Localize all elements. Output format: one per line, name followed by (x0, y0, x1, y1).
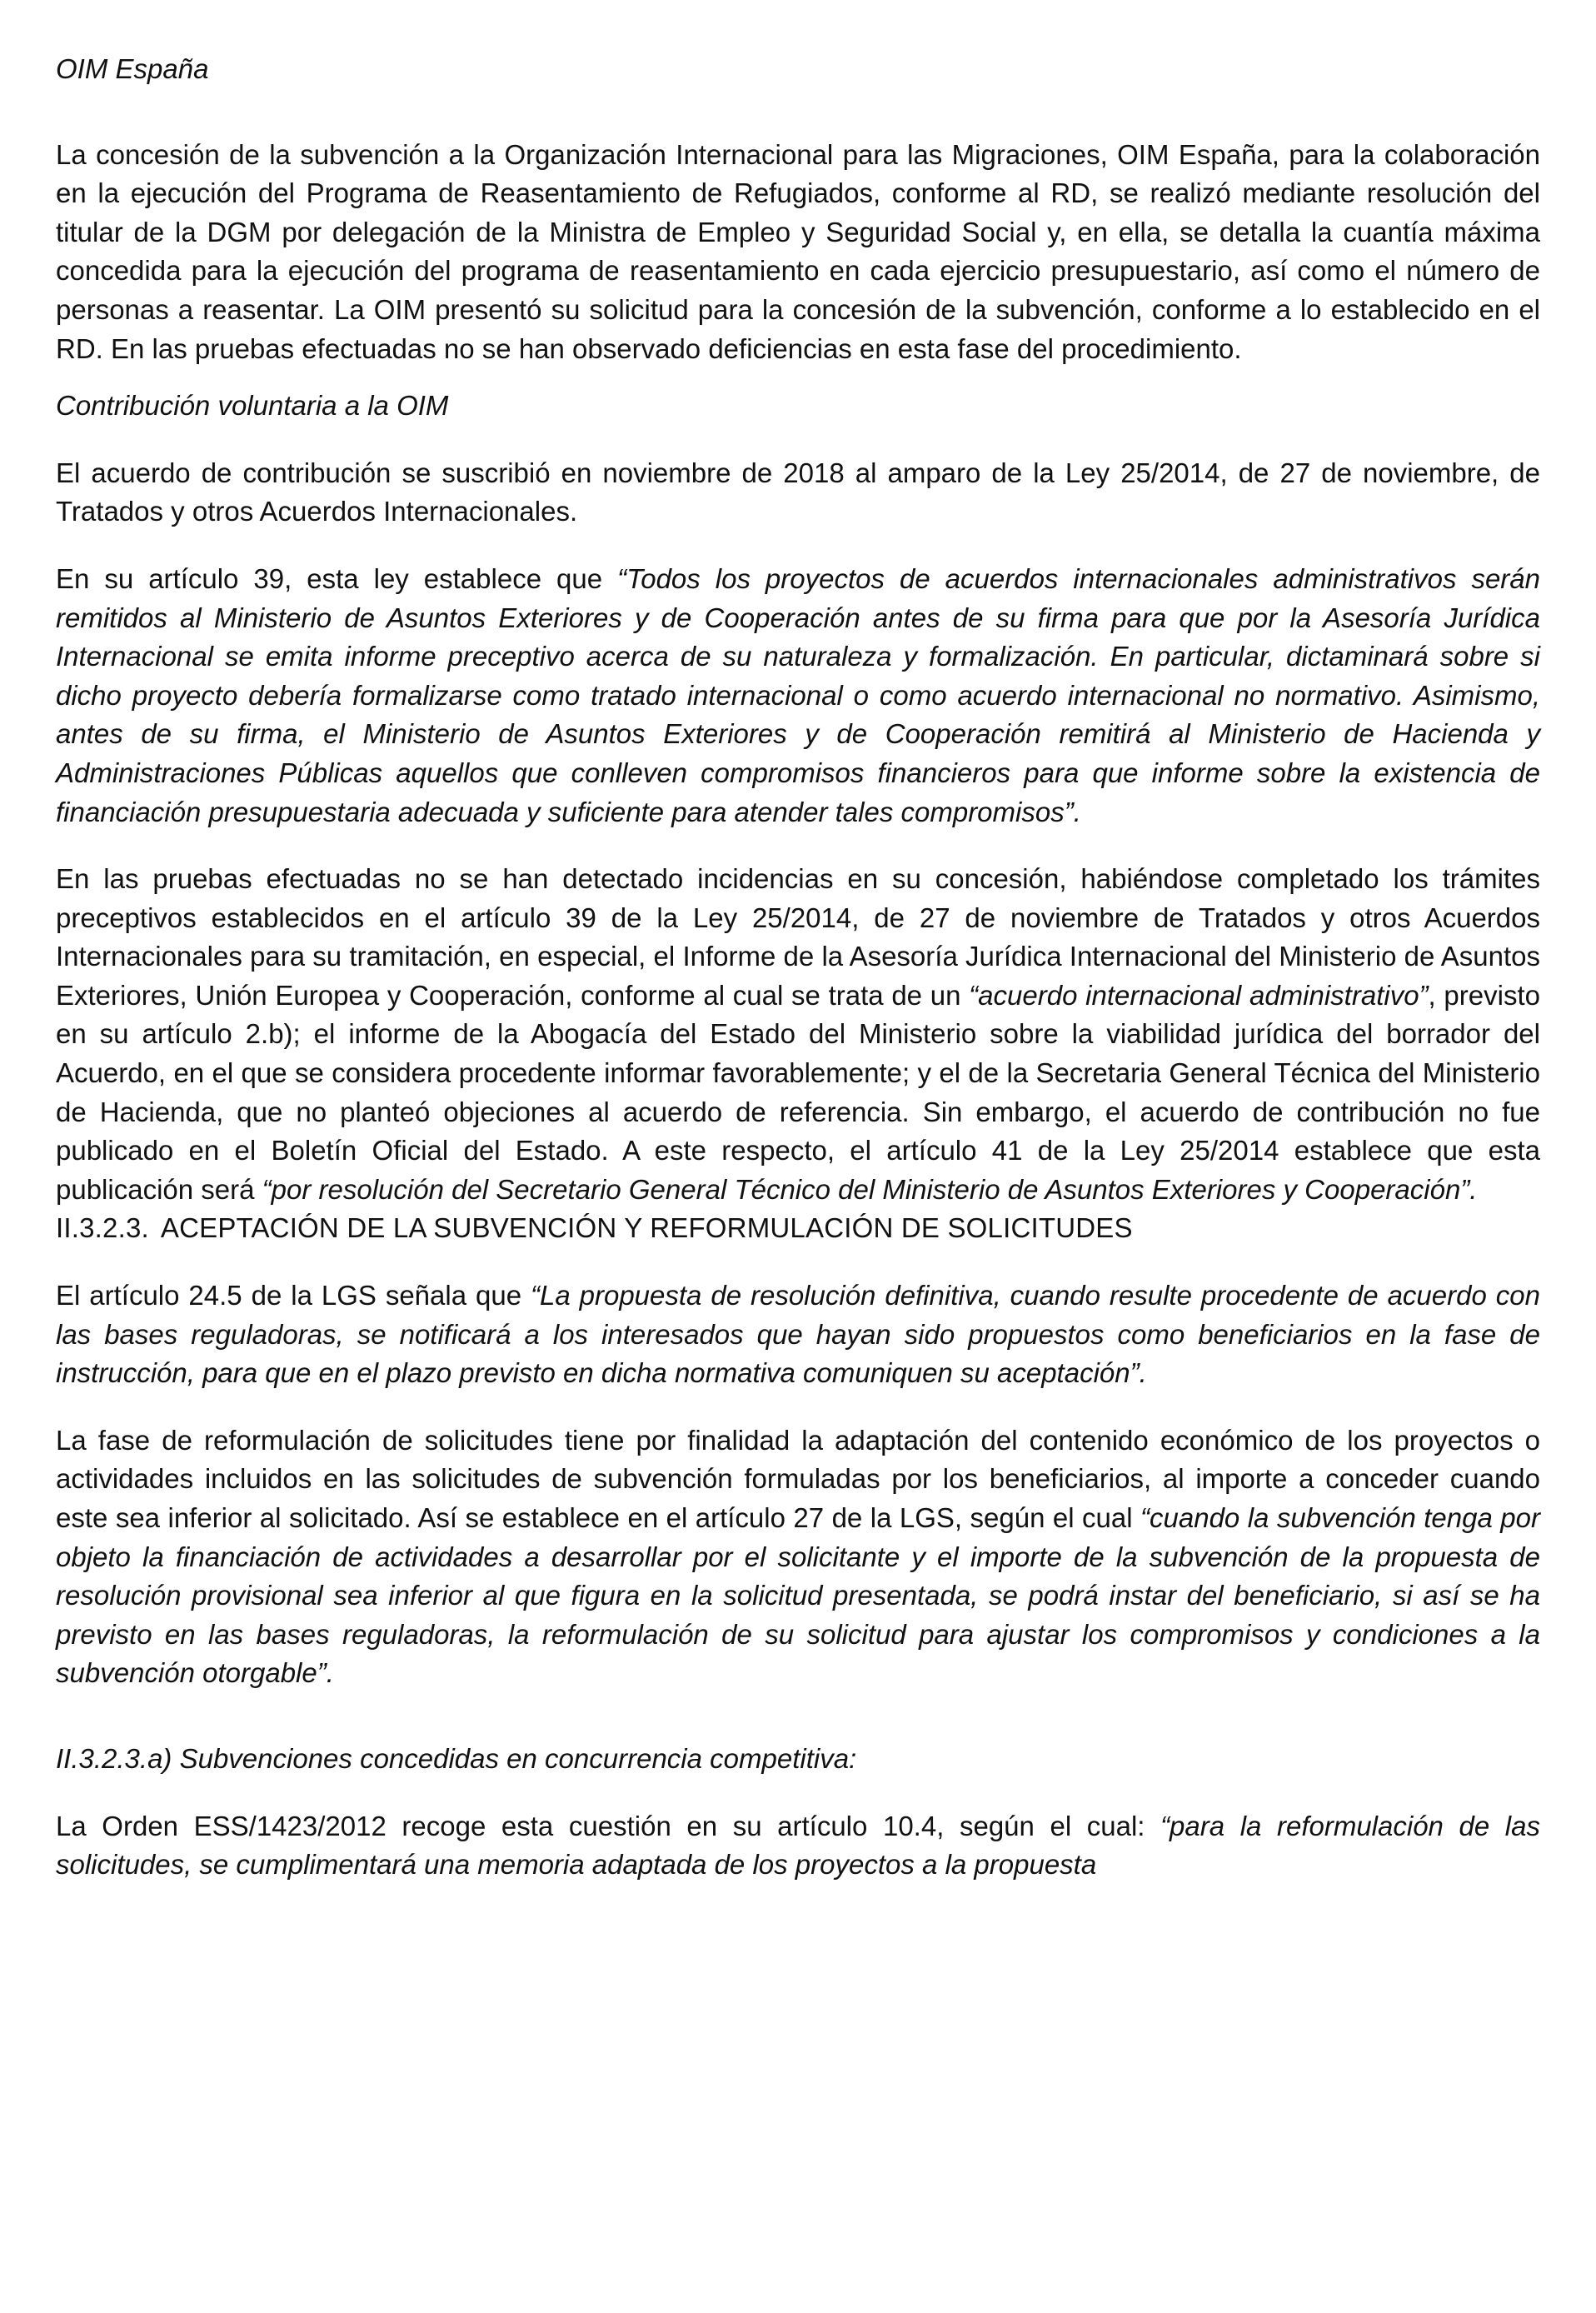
paragraph-reformulacion-intro: La fase de reformulación de solicitudes tiene por finalidad la adaptación del contenido económico de los proyectos o actividades incluidos en las solicitudes de subvención formuladas por los beneficiarios, al importe a conceder cuando este sea inferior al solicitado. Así se establece en el artículo 27 de la LGS, según el cual (56, 1424, 1540, 1533)
paragraph-pruebas-efectuadas (56, 860, 1540, 1209)
paragraph-pruebas-quote-2: “por resolución del Secretario General Técnico del Ministerio de Asuntos Exteriores y Cooperación”. (262, 1173, 1478, 1205)
paragraph-orden-ess-quote: “para la reformulación de las solicitudes, se cumplimentará una memoria adaptada de los proyectos a la propuesta (56, 1810, 1540, 1881)
paragraph-articulo-24-5-quote: “La propuesta de resolución definitiva, cuando resulte procedente de acuerdo con las bases reguladoras, se notificará a los interesados que hayan sido propuestos como beneficiarios en la fase de instrucción, para que en el plazo previsto en dicha normativa comuniquen su aceptación”. (56, 1280, 1540, 1389)
paragraph-reformulacion (56, 1421, 1540, 1693)
section-heading-text: ACEPTACIÓN DE LA SUBVENCIÓN Y REFORMULACIÓN DE SOLICITUDES (160, 1212, 1133, 1244)
paragraph-orden-ess-intro: La Orden ESS/1423/2012 recoge esta cuestión en su artículo 10.4, según el cual: (56, 1810, 1161, 1841)
paragraph-contribucion-acuerdo: El acuerdo de contribución se suscribió en noviembre de 2018 al amparo de la Ley 25/2014, de 27 de noviembre, de Tratados y otros Acuerdos Internacionales. (56, 457, 1540, 527)
paragraph-oim: La concesión de la subvención a la Organización Internacional para las Migraciones, OIM España, para la colaboración en la ejecución del Programa de Reasentamiento de Refugiados, conforme al RD, se realizó mediante resolución del titular de la DGM por delegación de la Ministra de Empleo y Seguridad Social y, en ella, se detalla la cuantía máxima concedida para la ejecución del programa de reasentamiento en cada ejercicio presupuestario, así como el número de personas a reasentar. La OIM presentó su solicitud para la concesión de la subvención, conforme a lo establecido en el RD. En las pruebas efectuadas no se han observado deficiencias en esta fase del procedimiento. (56, 138, 1540, 364)
paragraph-pruebas-quote-1: “acuerdo internacional administrativo” (969, 979, 1429, 1011)
paragraph-pruebas-part-a: En las pruebas efectuadas no se han detectado incidencias en su concesión, habiéndose completado los trámites preceptivos establecidos en el artículo 39 de la Ley 25/2014, de 27 de noviembre de Tratados y otros Acuerdos Internacionales para su tramitación, en especial, el Informe de la Asesoría Jurídica Internacional del Ministerio de Asuntos Exteriores, Unión Europea y Cooperación, conforme al cual se trata de un (56, 863, 1540, 1011)
paragraph-pruebas-part-b: , previsto en su artículo 2.b); el informe de la Abogacía del Estado del Ministerio sobre la viabilidad jurídica del borrador del Acuerdo, en el que se considera procedente informar favorablemente; y el de la Secretaria General Técnica del Ministerio de Hacienda, que no planteó objeciones al acuerdo de referencia. Sin embargo, el acuerdo de contribución no fue publicado en el Boletín Oficial del Estado. A este respecto, el artículo 41 de la Ley 25/2014 establece que esta publicación será (56, 979, 1540, 1205)
section-title-oim: OIM España (56, 53, 209, 84)
document-page (56, 50, 1540, 1885)
section-heading-aceptacion (56, 1209, 1540, 1248)
paragraph-articulo-24-5 (56, 1276, 1540, 1393)
paragraph-articulo-39 (56, 560, 1540, 832)
section-title-contribucion: Contribución voluntaria a la OIM (56, 390, 449, 422)
paragraph-orden-ess (56, 1807, 1540, 1885)
paragraph-articulo-24-5-intro: El artículo 24.5 de la LGS señala que (56, 1280, 531, 1311)
section-heading-number: II.3.2.3. (56, 1212, 149, 1244)
paragraph-reformulacion-quote: “cuando la subvención tenga por objeto la financiación de actividades a desarrollar por el solicitante y el importe de la subvención de la propuesta de resolución provisional sea inferior al que figura en la solicitud presentada, se podrá instar del beneficiario, si así se ha previsto en las bases reguladoras, la reformulación de su solicitud para ajustar los compromisos y condiciones a la subvención otorgable”. (56, 1502, 1540, 1689)
paragraph-articulo-39-quote: “Todos los proyectos de acuerdos internacionales administrativos serán remitidos al Ministerio de Asuntos Exteriores y de Cooperación antes de su firma para que por la Asesoría Jurídica Internacional se emita informe preceptivo acerca de su naturaleza y formalización. En particular, dictaminará sobre si dicho proyecto debería formalizarse como tratado internacional o como acuerdo internacional no normativo. Asimismo, antes de su firma, el Ministerio de Asuntos Exteriores y de Cooperación remitirá al Ministerio de Hacienda y Administraciones Públicas aquellos que conlleven compromisos financieros para que informe sobre la existencia de financiación presupuestaria adecuada y suficiente para atender tales compromisos”. (56, 562, 1540, 827)
subsection-heading-concurrencia: II.3.2.3.a) Subvenciones concedidas en concurrencia competitiva: (56, 1742, 857, 1774)
paragraph-articulo-39-intro: En su artículo 39, esta ley establece que (56, 562, 618, 594)
